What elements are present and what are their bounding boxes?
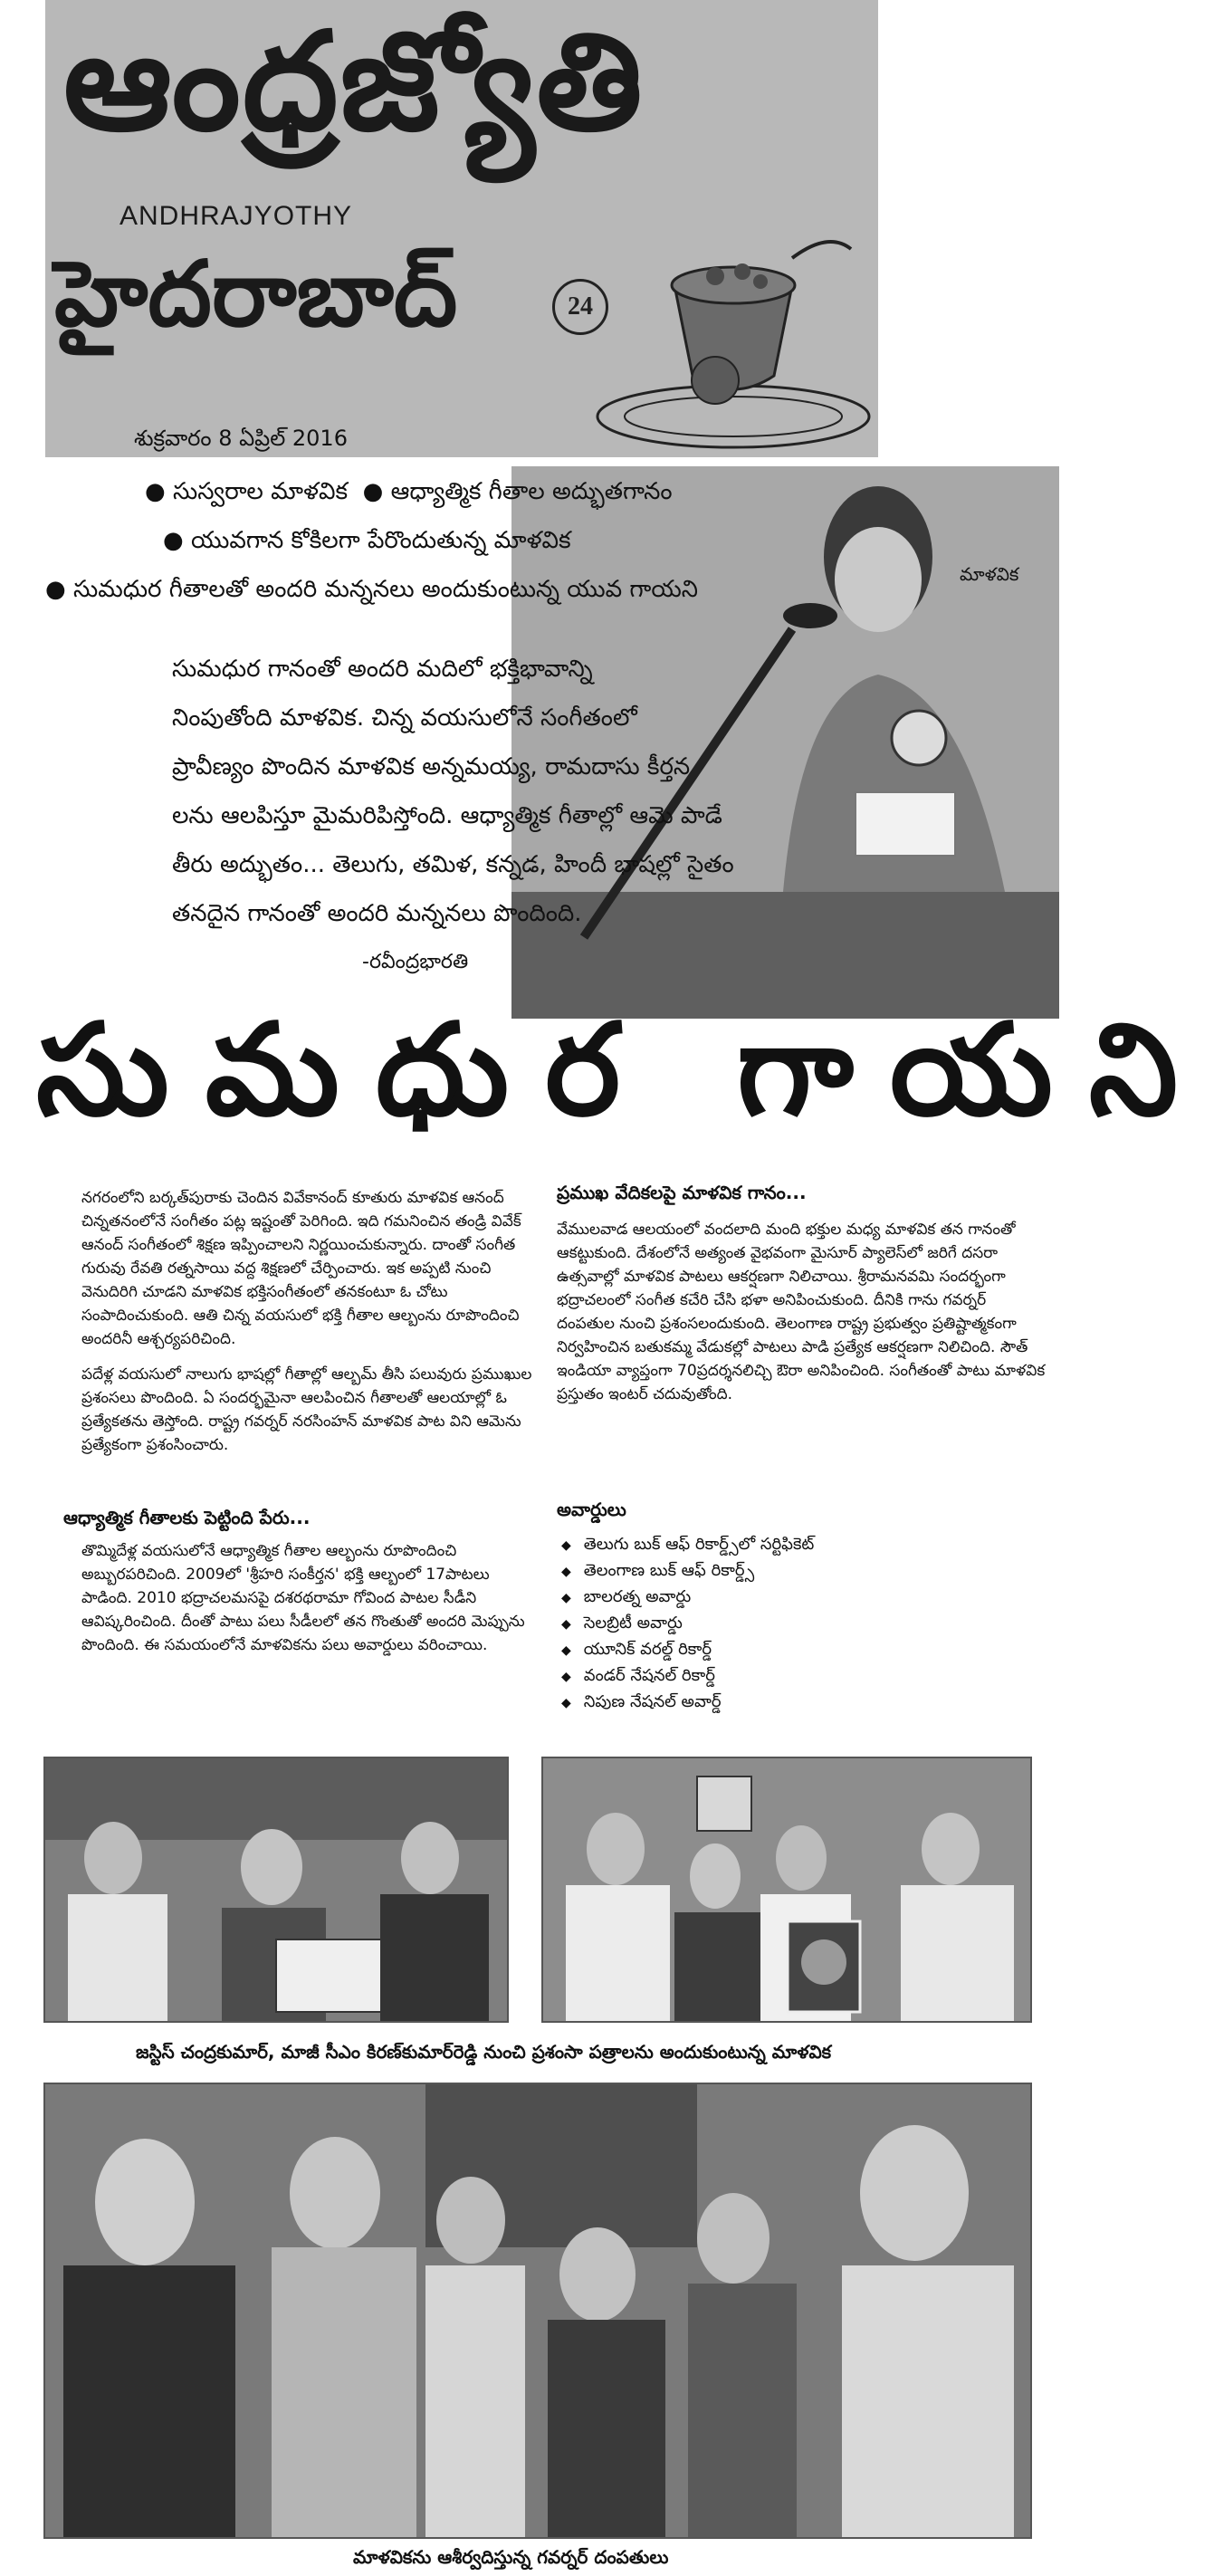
newspaper-title-latin: ANDHRAJYOTHY [119,201,353,231]
highlight-item: ● సుస్వరాల మాళవిక ● ఆధ్యాత్మిక గీతాల అద్భుతగానం [145,478,673,505]
photo-illustration [45,2084,1030,2537]
award-item: ◆ సెలబ్రిటీ అవార్డు [561,1614,1032,1640]
portrait-illustration [511,466,1059,1019]
photo-caption: మాళవికను ఆశీర్వదిస్తున్న గవర్నర్ దంపతులు [353,2546,669,2568]
left-column-subhead: ఆధ్యాత్మిక గీతాలకు పెట్టింది పేరు... [63,1507,311,1528]
highlight-text: సుమధుర గీతాలతో అందరి మన్ననలు అందుకుంటున్న యువ గాయని [72,576,699,603]
page-number-badge: 24 [552,279,608,335]
award-item: ◆ తెలంగాణ బుక్ ఆఫ్ రికార్డ్స్ [561,1561,1032,1587]
right-column-paragraph: వేములవాడ ఆలయంలో వందలాది మంది భక్తుల మధ్య మాళవిక తన గానంతో ఆకట్టుకుంది. దేశంలోనే అత్యంత వైభవంగా మైసూర్ ప్యాలెస్‌లో జరిగే దసరా ఉత్సవాల్లో మాళవిక పాటలు ఆకర్షణగా నిలిచాయి. శ్రీరామనవమి సందర్భంగా భద్రాచలంలో సంగీత కచేరి చేసి భళా అనిపించుకుంది. దీనికి గాను గవర్నర్ దంపతుల నుంచి ప్రశంసలందుకుంది. తెలంగాణ రాష్ట్ర ప్రభుత్వం ప్రతిష్టాత్మకంగా నిర్వహించిన బతుకమ్మ వేడుకల్లో పాటలు పాడి ప్రత్యేక ఆకర్షణగా నిలిచింది. సౌత్ ఇండియా వ్యాప్తంగా 70ప్రదర్శనలిచ్చి ఔరా అనిపించింది. సంగీతంతో పాటు మాళవిక ప్రస్తుతం ఇంటర్ చదువుతోంది. [557,1221,1046,1403]
singer-portrait-photo [511,466,1059,1019]
left-column-paragraph: పదేళ్ల వయసులో నాలుగు భాషల్లో గీతాల్లో ఆల్బమ్ తీసి పలువురు ప్రముఖుల ప్రశంసలు పొందింది. ఏ సందర్భమైనా ఆలపించిన గీతాలతో ఆలయాల్లో ఓ ప్రత్యేకతను తెస్తోంది. రాష్ట్ర గవర్నర్ నరసింహన్ మాళవిక పాట విని ఆమెను ప్రత్యేకంగా ప్రశంసించారు. [81,1365,532,1454]
issue-date: శుక్రవారం 8 ఏప్రిల్ 2016 [134,426,348,451]
photo-illustration [45,1758,507,2021]
portrait-caption: మాళవిక [960,563,1019,585]
highlight-item: ● సుమధుర గీతాలతో అందరి మన్ననలు అందుకుంటున్న యువ గాయని [45,576,699,603]
highlight-text: ఆధ్యాత్మిక గీతాల అద్భుతగానం [390,478,673,505]
intro-line: తీరు అద్భుతం... తెలుగు, తమిళ, కన్నడ, హిందీ భాషల్లో సైతం [172,851,734,878]
award-item: ◆ నిపుణ నేషనల్ అవార్డ్ [561,1692,1032,1719]
intro-line: తనదైన గానంతో అందరి మన్ననలు పొందింది. [172,900,582,927]
right-column-subhead: ప్రముఖ వేదికలపై మాళవిక గానం... [557,1182,807,1203]
highlight-item: ● యువగాన కోకిలగా పేరొందుతున్న మాళవిక [163,527,571,554]
photo-illustration [543,1758,1030,2021]
award-item: ◆ యూనిక్ వరల్డ్ రికార్డ్ [561,1640,1032,1666]
masthead [45,0,878,457]
article-headline: సుమధుర గాయని [36,996,1214,1144]
award-item: ◆ వండర్ నేషనల్ రికార్డ్ [561,1666,1032,1692]
intro-line: లను ఆలపిస్తూ మైమరిపిస్తోంది. ఆధ్యాత్మిక గీతాల్లో ఆమె పాడే [172,802,722,829]
highlight-text: సుస్వరాల మాళవిక [172,478,349,505]
photo-caption: జస్టిస్ చంద్రకుమార్, మాజీ సీఎం కిరణ్‌కుమార్‌రెడ్డి నుంచి ప్రశంసా పత్రాలను అందుకుంటున్న మాళవిక [136,2041,832,2063]
city-edition-title: హైదరాబాద్ [54,240,458,347]
awards-title: అవార్డులు [557,1499,626,1520]
left-column-paragraph: తొమ్మిదేళ్ల వయసులోనే ఆధ్యాత్మిక గీతాల ఆల్బంను రూపొందించి అబ్బురపరిచింది. 2009లో 'శ్రీహరి సంకీర్తన' భక్తి ఆల్బంలో 17పాటలు పాడింది. 2010 భద్రాచలమసపై దశరథరామా గోవింద పాటల సీడీని ఆవిష్కరించింది. దీంతో పాటు పలు సీడీలలో తన గొంతుతో అందరి మెప్పును పొందింది. ఈ సమయంలోనే మాళవికను పలు అవార్డులు వరించాయి. [81,1542,525,1654]
intro-line: నింపుతోంది మాళవిక. చిన్న వయసులోనే సంగీతంలో [172,704,637,732]
award-ceremony-photo-1 [43,1757,509,2023]
byline: -రవీంద్రభారతి [362,951,469,973]
awards-list [561,1535,1032,1719]
intro-line: సుమధుర గానంతో అందరి మదిలో భక్తిభావాన్ని [172,656,593,683]
award-item: ◆ తెలుగు బుక్ ఆఫ్ రికార్డ్స్‌లో సర్టిఫికెట్ [561,1535,1032,1561]
governor-blessing-photo [43,2083,1032,2539]
left-column-paragraph: నగరంలోని బర్కత్‌పురాకు చెందిన వివేకానంద్ కూతురు మాళవిక ఆనంద్ చిన్నతనంలోనే సంగీతం పట్ల ఇష్టంతో పెరిగింది. ఇది గమనించిన తండ్రి వివేక్ ఆనంద్ సంగీతంలో శిక్షణ ఇప్పించాలని నిర్ణయించుకున్నారు. దాంతో సంగీత గురువు రేవతి రత్నసాయి వద్ద శిక్షణలో చేర్పించారు. ఇక అప్పటి నుంచి వెనుదిరిగి చూడని మాళవిక భక్తిసంగీతంలో తనకంటూ ఓ చోటు సంపాదించుకుంది. ఆతి చిన్న వయసులో భక్తి గీతాల ఆల్బంను రూపొందించి అందరినీ ఆశ్చర్యపరిచింది. [81,1189,521,1348]
decorative-pot-icon [579,222,878,457]
award-ceremony-photo-2 [541,1757,1032,2023]
highlight-text: యువగాన కోకిలగా పేరొందుతున్న మాళవిక [190,527,571,554]
newspaper-title: ఆంధ్రజ్యోతి [63,2,645,161]
award-item: ◆ బాలరత్న అవార్డు [561,1587,1032,1614]
intro-line: ప్రావీణ్యం పొందిన మాళవిక అన్నమయ్య, రామదాసు కీర్తన [172,753,691,780]
